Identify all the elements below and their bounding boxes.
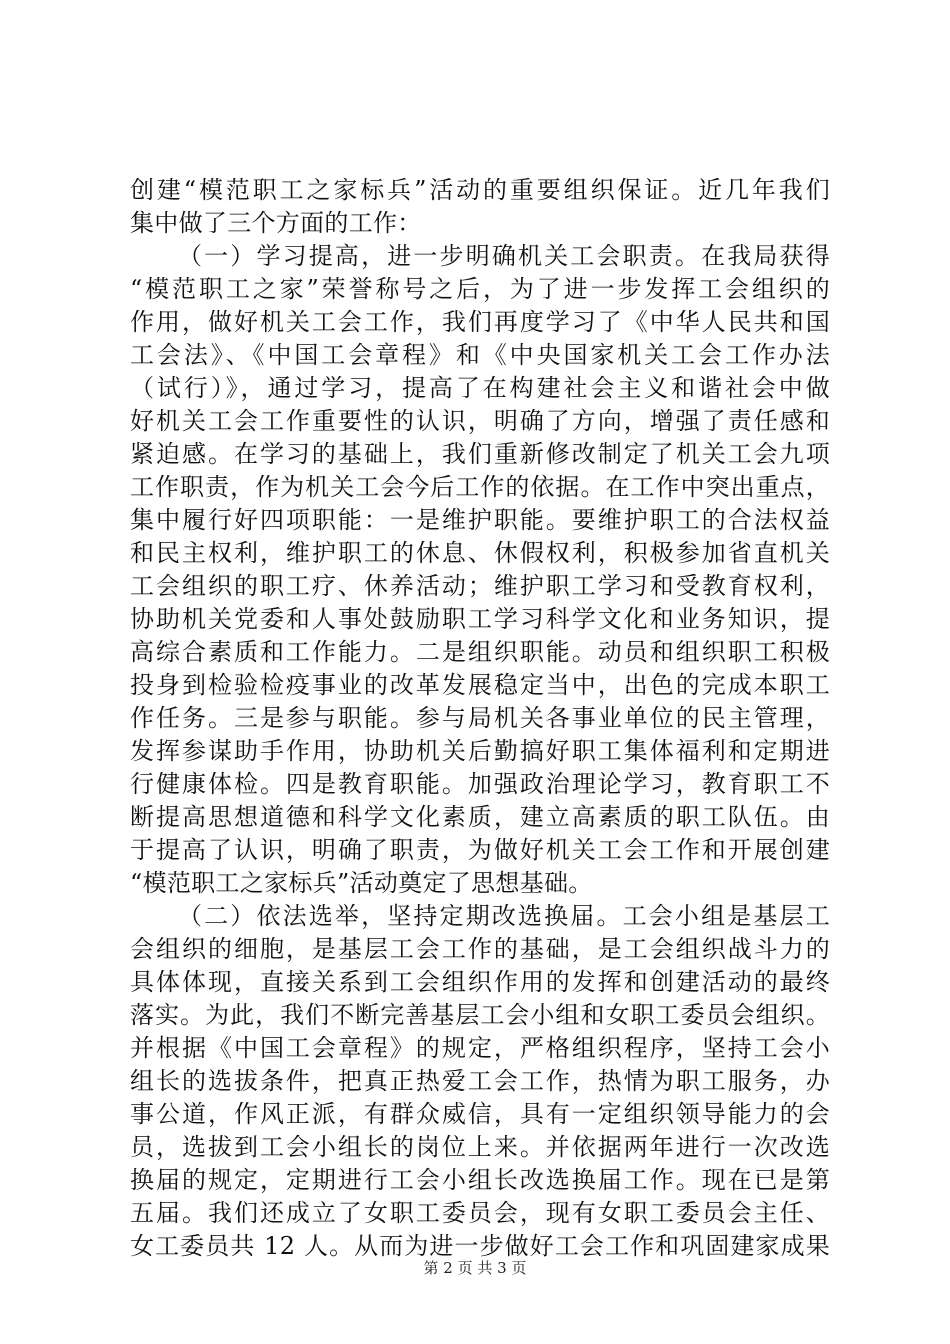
text-line: 作用，做好机关工会工作，我们再度学习了《中华人民共和国 bbox=[130, 308, 830, 336]
text-line: 好机关工会工作重要性的认识，明确了方向，增强了责任感和 bbox=[130, 407, 830, 435]
text-line: （二）依法选举，坚持定期改选换届。工会小组是基层工 bbox=[178, 902, 830, 930]
text-line: 会组织的细胞，是基层工会工作的基础，是工会组织战斗力的 bbox=[130, 935, 830, 963]
text-line: “模范职工之家标兵”活动奠定了思想基础。 bbox=[130, 869, 593, 897]
text-line: 和民主权利，维护职工的休息、休假权利，积极参加省直机关 bbox=[130, 539, 830, 567]
text-line: 事公道，作风正派，有群众威信，具有一定组织领导能力的会 bbox=[130, 1100, 830, 1128]
text-line: 五届。我们还成立了女职工委员会，现有女职工委员会主任、 bbox=[130, 1199, 830, 1227]
text-line: （一）学习提高，进一步明确机关工会职责。在我局获得 bbox=[178, 242, 830, 270]
text-line: 组长的选拔条件，把真正热爱工会工作，热情为职工服务，办 bbox=[130, 1067, 830, 1095]
text-line: 于提高了认识，明确了职责，为做好机关工会工作和开展创建 bbox=[130, 836, 830, 864]
text-line: 作任务。三是参与职能。参与局机关各事业单位的民主管理， bbox=[130, 704, 830, 732]
text-line: 换届的规定，定期进行工会小组长改选换届工作。现在已是第 bbox=[130, 1166, 830, 1194]
text-line: 投身到检验检疫事业的改革发展稳定当中，出色的完成本职工 bbox=[130, 671, 830, 699]
text-line: 并根据《中国工会章程》的规定，严格组织程序，坚持工会小 bbox=[130, 1034, 830, 1062]
text-line: 落实。为此，我们不断完善基层工会小组和女职工委员会组织。 bbox=[130, 1001, 830, 1029]
text-line: 高综合素质和工作能力。二是组织职能。动员和组织职工积极 bbox=[130, 638, 830, 666]
text-line: 具体体现，直接关系到工会组织作用的发挥和创建活动的最终 bbox=[130, 968, 830, 996]
text-line: （试行）》，通过学习，提高了在构建社会主义和谐社会中做 bbox=[130, 374, 830, 402]
text-line: 集中履行好四项职能：一是维护职能。要维护职工的合法权益 bbox=[130, 506, 830, 534]
text-line: 工作职责，作为机关工会今后工作的依据。在工作中突出重点， bbox=[130, 473, 830, 501]
text-line: 工会组织的职工疗、休养活动；维护职工学习和受教育权利， bbox=[130, 572, 830, 600]
document-body bbox=[130, 174, 830, 1263]
text-line: 协助机关党委和人事处鼓励职工学习科学文化和业务知识，提 bbox=[130, 605, 830, 633]
text-line: 工会法》、《中国工会章程》和《中央国家机关工会工作办法 bbox=[130, 341, 830, 369]
text-line: 行健康体检。四是教育职能。加强政治理论学习，教育职工不 bbox=[130, 770, 830, 798]
text-line: 集中做了三个方面的工作： bbox=[130, 209, 422, 237]
text-line: 员，选拔到工会小组长的岗位上来。并依据两年进行一次改选 bbox=[130, 1133, 830, 1161]
text-line: 创建“模范职工之家标兵”活动的重要组织保证。近几年我们 bbox=[130, 176, 830, 204]
text-line: “模范职工之家”荣誉称号之后，为了进一步发挥工会组织的 bbox=[130, 275, 830, 303]
text-line: 女工委员共 12 人。从而为进一步做好工会工作和巩固建家成果 bbox=[130, 1232, 830, 1260]
text-line: 断提高思想道德和科学文化素质，建立高素质的职工队伍。由 bbox=[130, 803, 830, 831]
text-line: 发挥参谋助手作用，协助机关后勤搞好职工集体福利和定期进 bbox=[130, 737, 830, 765]
page-footer: 第 2 页 共 3 页 bbox=[423, 1259, 527, 1277]
text-line: 紧迫感。在学习的基础上，我们重新修改制定了机关工会九项 bbox=[130, 440, 830, 468]
